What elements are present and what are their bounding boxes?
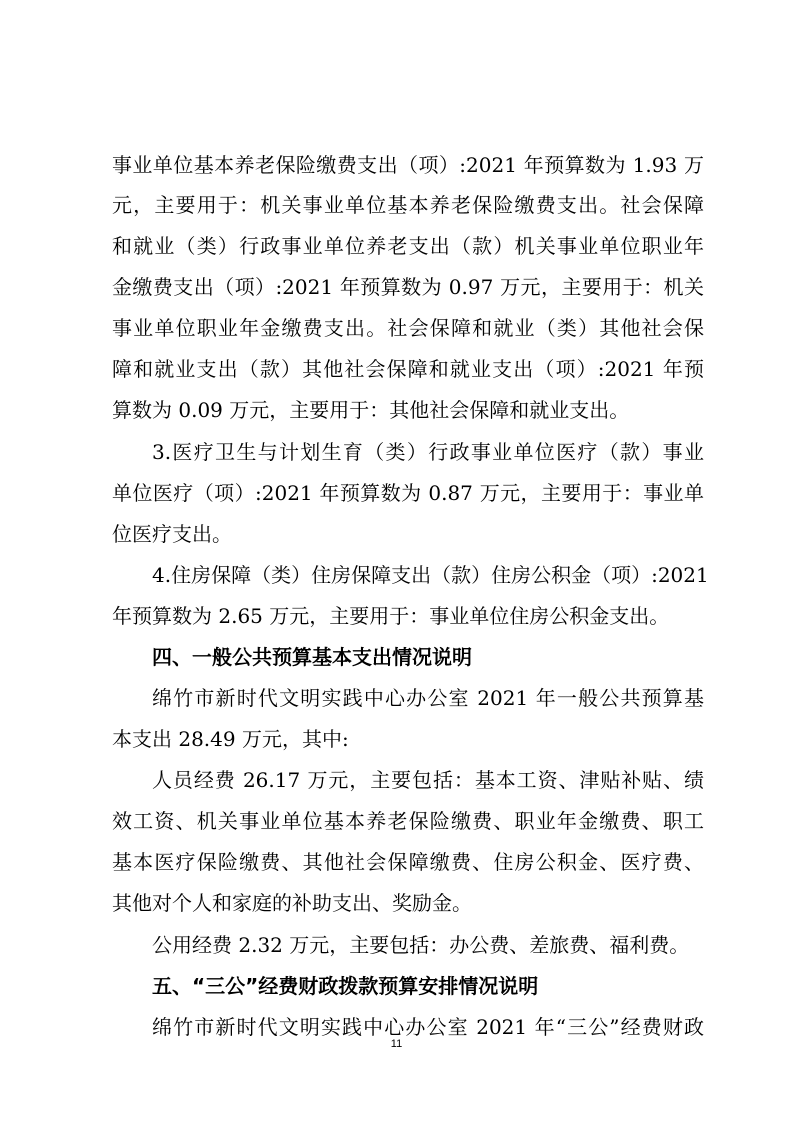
text-line: 其他对个人和家庭的补助支出、奖励金。 [112, 891, 472, 915]
text-line: 基本医疗保险缴费、其他社会保障缴费、住房公积金、医疗费、 [112, 850, 704, 874]
text-line: 3.医疗卫生与计划生育（类）行政事业单位医疗（款）事业 [152, 440, 704, 464]
text-line: 单位医疗（项）:2021 年预算数为 0.87 万元，主要用于：事业单 [112, 481, 704, 505]
section-heading: 五、“三公”经费财政拨款预算安排情况说明 [152, 974, 539, 998]
text-line: 事业单位基本养老保险缴费支出（项）:2021 年预算数为 1.93 万 [112, 153, 704, 177]
text-line: 事业单位职业年金缴费支出。社会保障和就业（类）其他社会保 [112, 316, 704, 340]
text-line: 位医疗支出。 [112, 522, 232, 546]
text-line: 金缴费支出（项）:2021 年预算数为 0.97 万元，主要用于：机关 [112, 275, 704, 299]
text-line: 公用经费 2.32 万元，主要包括：办公费、差旅费、福利费。 [152, 933, 690, 957]
text-line: 绵竹市新时代文明实践中心办公室 2021 年一般公共预算基 [152, 686, 704, 710]
text-line: 障和就业支出（款）其他社会保障和就业支出（项）:2021 年预 [112, 357, 704, 381]
text-line: 和就业（类）行政事业单位养老支出（款）机关事业单位职业年 [112, 234, 704, 258]
text-line: 本支出 28.49 万元，其中: [112, 727, 349, 751]
page-number: 11 [390, 1038, 403, 1050]
text-line: 4.住房保障（类）住房保障支出（款）住房公积金（项）:2021 [152, 563, 709, 587]
text-line: 元，主要用于：机关事业单位基本养老保险缴费支出。社会保障 [112, 193, 704, 217]
section-heading: 四、一般公共预算基本支出情况说明 [152, 645, 472, 669]
text-line: 年预算数为 2.65 万元，主要用于：事业单位住房公积金支出。 [112, 604, 670, 628]
text-line: 效工资、机关事业单位基本养老保险缴费、职业年金缴费、职工 [112, 809, 704, 833]
text-line: 算数为 0.09 万元，主要用于：其他社会保障和就业支出。 [112, 398, 630, 422]
text-line: 绵竹市新时代文明实践中心办公室 2021 年“三公”经费财政 [152, 1015, 704, 1039]
text-line: 人员经费 26.17 万元，主要包括：基本工资、津贴补贴、绩 [152, 768, 704, 792]
